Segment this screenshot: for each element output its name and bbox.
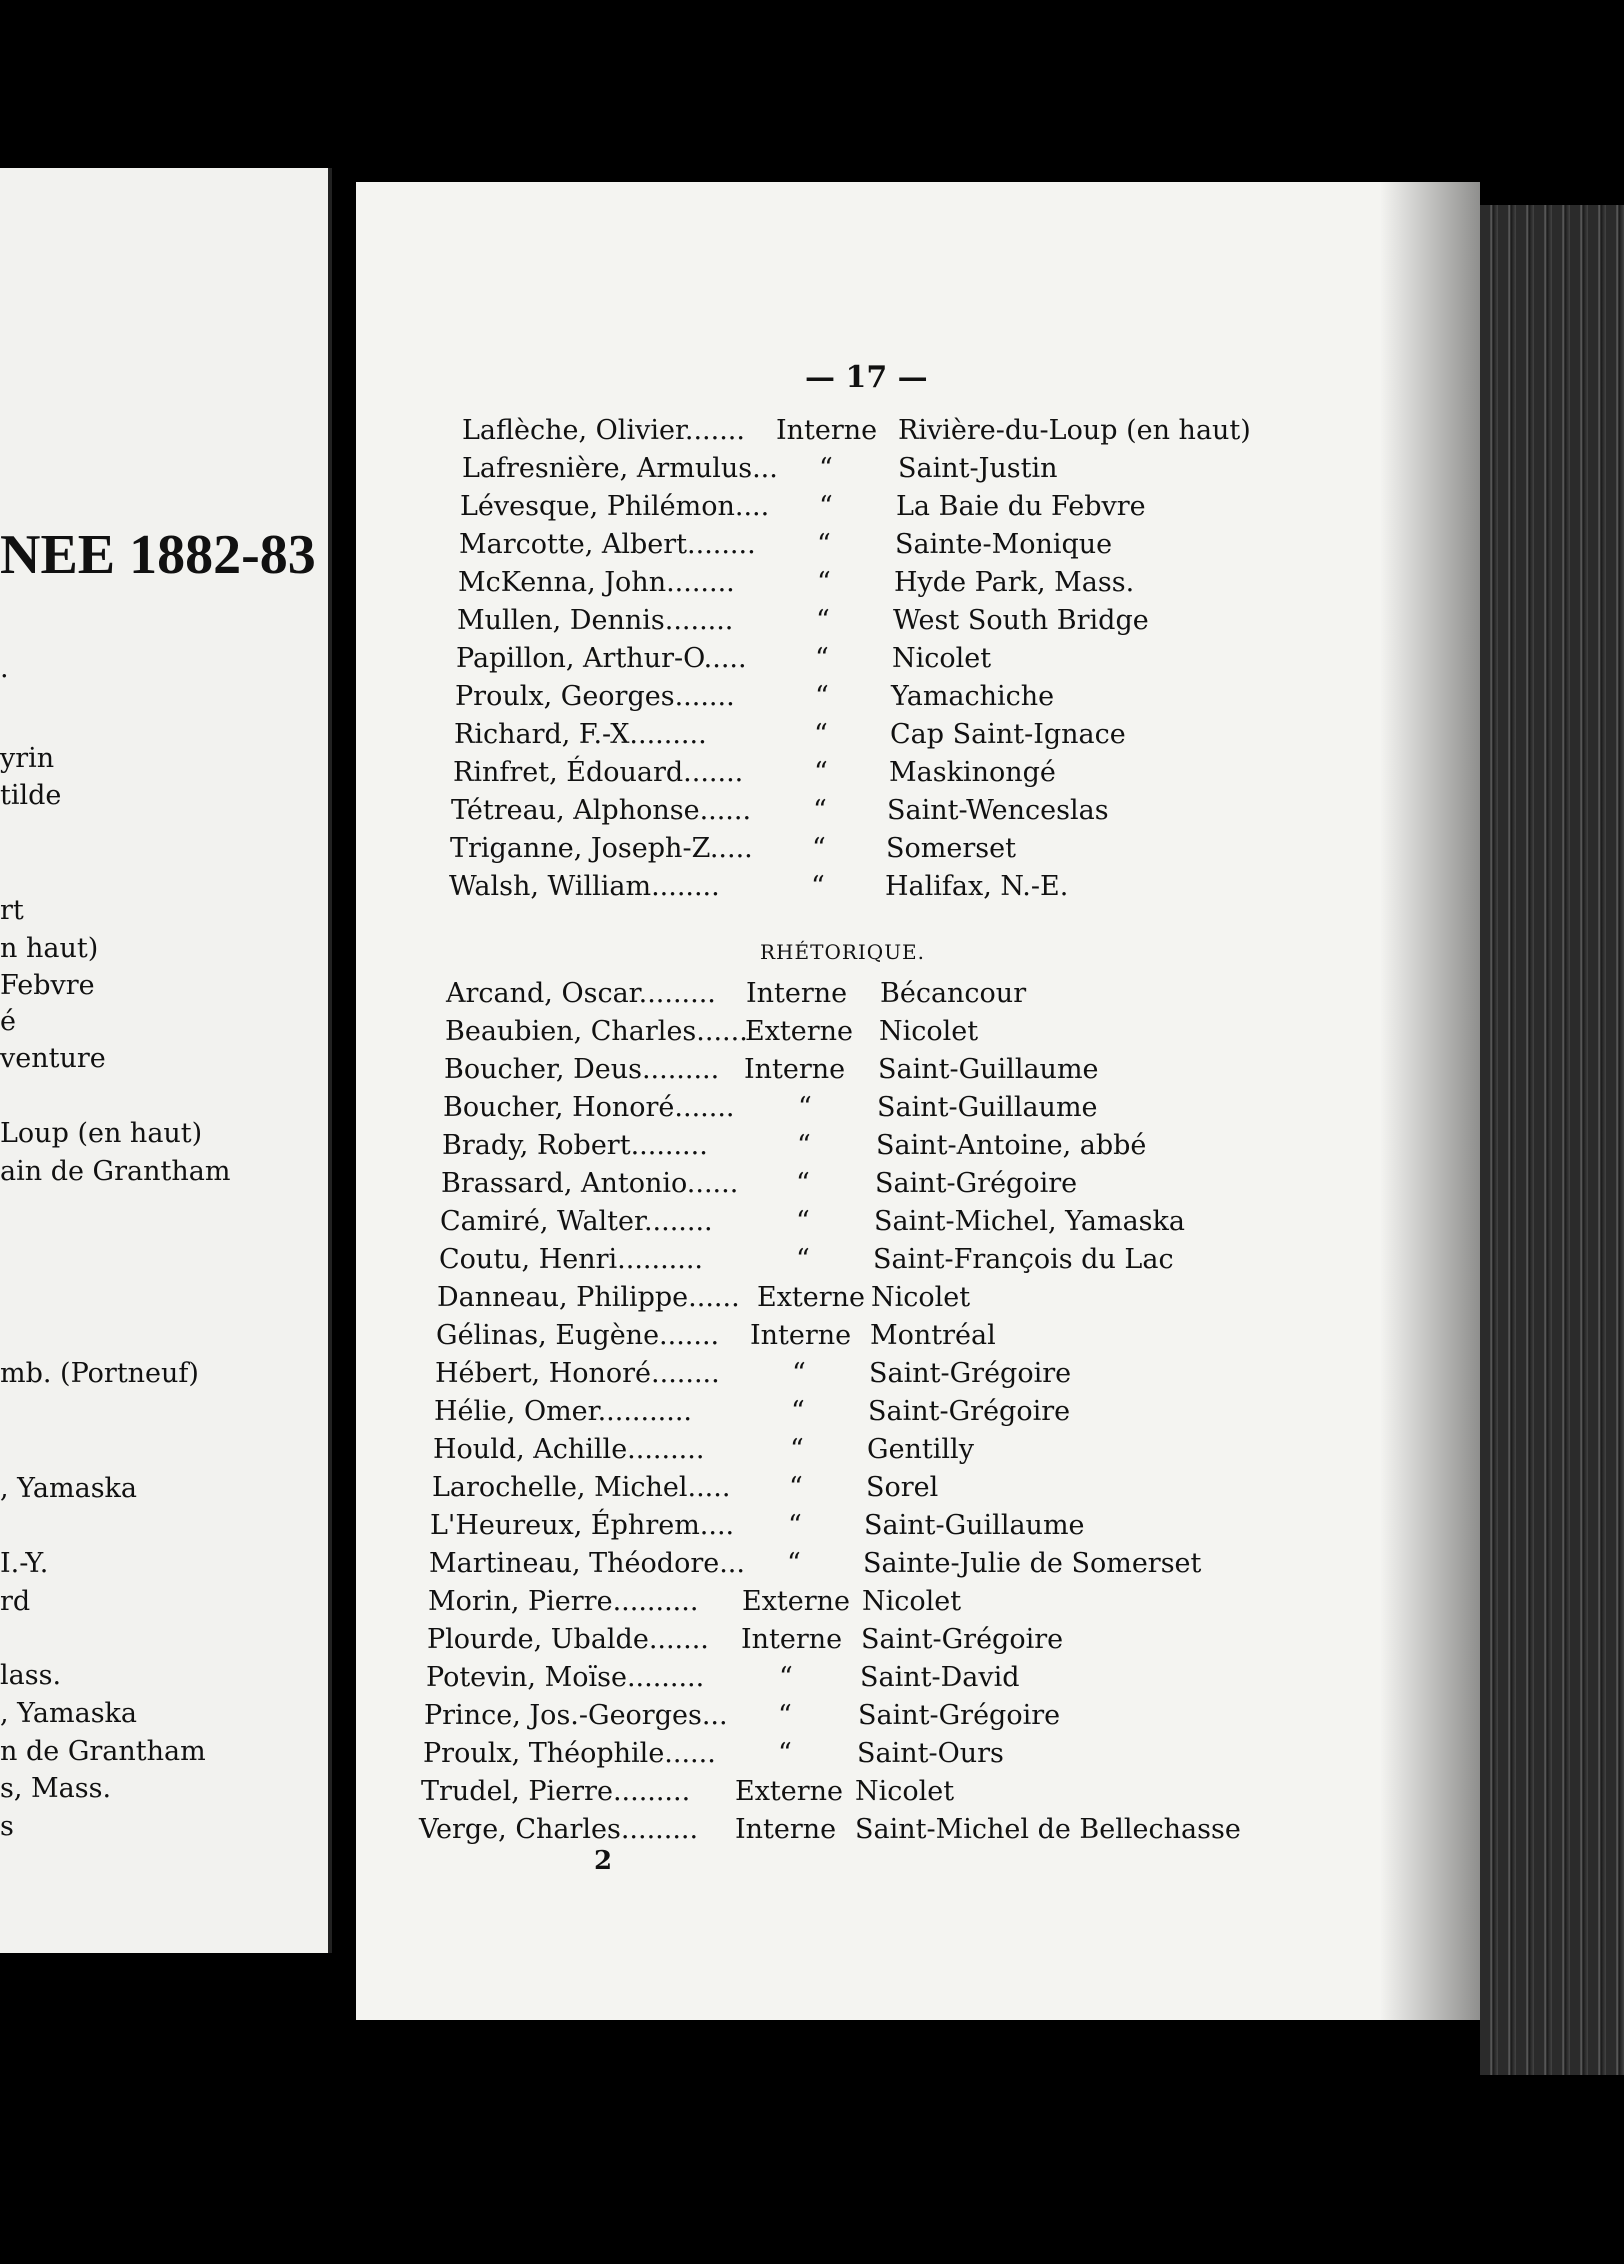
- section-title-rhetorique: RHÉTORIQUE.: [760, 940, 926, 964]
- left-line: s: [0, 1811, 14, 1842]
- student-name: McKenna, John........: [458, 567, 735, 598]
- student-place: Saint-Ours: [857, 1738, 1004, 1769]
- student-place: Saint-Guillaume: [878, 1054, 1099, 1085]
- left-line: n haut): [0, 933, 99, 964]
- student-place: Cap Saint-Ignace: [890, 719, 1126, 750]
- student-status: Interne: [735, 1814, 837, 1845]
- student-status: “: [815, 681, 829, 712]
- page-number: — 17 —: [805, 360, 928, 395]
- student-name: Tétreau, Alphonse......: [451, 795, 752, 826]
- student-place: Nicolet: [855, 1776, 955, 1807]
- student-status: “: [817, 529, 831, 560]
- student-name: Hould, Achille.........: [433, 1434, 705, 1465]
- student-status: “: [778, 1738, 792, 1769]
- student-name: Arcand, Oscar.........: [446, 978, 716, 1009]
- left-line: I.-Y.: [0, 1548, 49, 1579]
- student-status: “: [817, 567, 831, 598]
- student-name: Hélie, Omer...........: [434, 1396, 693, 1427]
- student-name: L'Heureux, Éphrem....: [430, 1510, 735, 1541]
- student-name: Coutu, Henri..........: [439, 1244, 703, 1275]
- student-place: Hyde Park, Mass.: [894, 567, 1135, 598]
- student-name: Plourde, Ubalde.......: [427, 1624, 709, 1655]
- student-name: Gélinas, Eugène.......: [436, 1320, 720, 1351]
- student-name: Mullen, Dennis........: [457, 605, 734, 636]
- student-name: Proulx, Georges.......: [455, 681, 735, 712]
- student-name: Hébert, Honoré........: [435, 1358, 720, 1389]
- student-status: “: [796, 1168, 810, 1199]
- student-status: “: [788, 1510, 802, 1541]
- student-status: Externe: [742, 1586, 851, 1617]
- student-name: Rinfret, Édouard.......: [453, 757, 744, 788]
- student-place: Rivière-du-Loup (en haut): [898, 415, 1251, 446]
- left-line: ain de Grantham: [0, 1156, 231, 1187]
- student-place: Saint-François du Lac: [873, 1244, 1174, 1275]
- student-status: “: [814, 719, 828, 750]
- student-status: “: [797, 1130, 811, 1161]
- student-place: Saint-Justin: [898, 453, 1058, 484]
- student-name: Brady, Robert.........: [442, 1130, 708, 1161]
- student-place: Saint-Wenceslas: [887, 795, 1109, 826]
- left-line: lass.: [0, 1660, 62, 1691]
- page-edge-shadow: [1380, 182, 1480, 2020]
- student-name: Laflèche, Olivier.......: [462, 415, 745, 446]
- student-status: “: [798, 1092, 812, 1123]
- left-line: mb. (Portneuf): [0, 1358, 199, 1389]
- student-name: Lévesque, Philémon....: [460, 491, 770, 522]
- student-place: Saint-Antoine, abbé: [876, 1130, 1147, 1161]
- student-name: Larochelle, Michel.....: [432, 1472, 731, 1503]
- left-line: Febvre: [0, 970, 95, 1001]
- student-name: Lafresnière, Armulus...: [462, 453, 778, 484]
- student-status: “: [815, 643, 829, 674]
- student-name: Morin, Pierre..........: [428, 1586, 699, 1617]
- student-name: Verge, Charles.........: [419, 1814, 699, 1845]
- student-status: Interne: [741, 1624, 843, 1655]
- student-place: Maskinongé: [889, 757, 1056, 788]
- student-status: “: [819, 453, 833, 484]
- student-place: Saint-Grégoire: [875, 1168, 1078, 1199]
- student-status: “: [778, 1700, 792, 1731]
- student-status: “: [796, 1244, 810, 1275]
- student-place: Saint-Guillaume: [877, 1092, 1098, 1123]
- student-name: Potevin, Moïse.........: [426, 1662, 705, 1693]
- student-place: Saint-Grégoire: [869, 1358, 1072, 1389]
- student-status: “: [787, 1548, 801, 1579]
- left-line: rd: [0, 1586, 31, 1617]
- student-status: “: [792, 1358, 806, 1389]
- student-place: Bécancour: [880, 978, 1027, 1009]
- student-status: “: [816, 605, 830, 636]
- student-status: Interne: [776, 415, 878, 446]
- student-place: Saint-Guillaume: [864, 1510, 1085, 1541]
- left-line: , Yamaska: [0, 1473, 138, 1504]
- left-facing-page: [0, 168, 332, 1953]
- student-status: Interne: [746, 978, 848, 1009]
- student-name: Brassard, Antonio......: [441, 1168, 739, 1199]
- student-name: Richard, F.-X.........: [454, 719, 707, 750]
- left-line: n de Grantham: [0, 1736, 206, 1767]
- left-line: venture: [0, 1043, 106, 1074]
- student-place: West South Bridge: [893, 605, 1149, 636]
- left-line: Loup (en haut): [0, 1118, 203, 1149]
- student-place: Saint-Michel de Bellechasse: [855, 1814, 1241, 1845]
- student-place: Saint-David: [860, 1662, 1020, 1693]
- student-status: “: [819, 491, 833, 522]
- student-status: “: [812, 833, 826, 864]
- student-status: “: [789, 1472, 803, 1503]
- student-place: Yamachiche: [891, 681, 1055, 712]
- student-place: Saint-Grégoire: [861, 1624, 1064, 1655]
- student-place: Nicolet: [879, 1016, 979, 1047]
- student-status: “: [814, 757, 828, 788]
- left-line: , Yamaska: [0, 1698, 138, 1729]
- student-status: Externe: [745, 1016, 854, 1047]
- left-page-heading: NEE 1882-83: [0, 524, 316, 586]
- student-status: Externe: [735, 1776, 844, 1807]
- student-status: “: [779, 1662, 793, 1693]
- student-name: Proulx, Théophile......: [423, 1738, 716, 1769]
- student-place: Sorel: [866, 1472, 939, 1503]
- student-place: Nicolet: [862, 1586, 962, 1617]
- student-place: Sainte-Monique: [895, 529, 1113, 560]
- student-name: Camiré, Walter........: [440, 1206, 713, 1237]
- student-name: Beaubien, Charles......: [445, 1016, 748, 1047]
- student-name: Prince, Jos.-Georges...: [424, 1700, 728, 1731]
- student-name: Papillon, Arthur-O.....: [456, 643, 747, 674]
- left-line: rt: [0, 895, 24, 926]
- student-place: La Baie du Febvre: [896, 491, 1146, 522]
- left-line: yrin: [0, 743, 55, 774]
- student-status: “: [796, 1206, 810, 1237]
- student-place: Nicolet: [871, 1282, 971, 1313]
- student-place: Somerset: [886, 833, 1016, 864]
- student-place: Nicolet: [892, 643, 992, 674]
- student-name: Danneau, Philippe......: [437, 1282, 740, 1313]
- student-name: Martineau, Théodore...: [429, 1548, 745, 1579]
- student-place: Saint-Grégoire: [868, 1396, 1071, 1427]
- signature-mark: 2: [594, 1846, 613, 1876]
- student-status: “: [791, 1396, 805, 1427]
- student-name: Triganne, Joseph-Z.....: [450, 833, 753, 864]
- page-stack-edges: [1480, 205, 1624, 2075]
- student-place: Sainte-Julie de Somerset: [863, 1548, 1202, 1579]
- student-place: Gentilly: [867, 1434, 974, 1465]
- student-status: Interne: [744, 1054, 846, 1085]
- student-name: Trudel, Pierre.........: [421, 1776, 691, 1807]
- left-line: .: [0, 653, 9, 684]
- student-name: Marcotte, Albert........: [459, 529, 756, 560]
- student-place: Montréal: [870, 1320, 996, 1351]
- left-line: s, Mass.: [0, 1773, 112, 1804]
- student-name: Boucher, Deus.........: [444, 1054, 720, 1085]
- student-status: Interne: [750, 1320, 852, 1351]
- student-status: “: [811, 871, 825, 902]
- student-status: Externe: [757, 1282, 866, 1313]
- left-line: é: [0, 1006, 16, 1037]
- student-place: Saint-Grégoire: [858, 1700, 1061, 1731]
- student-status: “: [813, 795, 827, 826]
- student-name: Boucher, Honoré.......: [443, 1092, 735, 1123]
- student-name: Walsh, William........: [449, 871, 720, 902]
- student-place: Halifax, N.-E.: [885, 871, 1069, 902]
- student-status: “: [790, 1434, 804, 1465]
- left-line: tilde: [0, 780, 62, 811]
- student-place: Saint-Michel, Yamaska: [874, 1206, 1186, 1237]
